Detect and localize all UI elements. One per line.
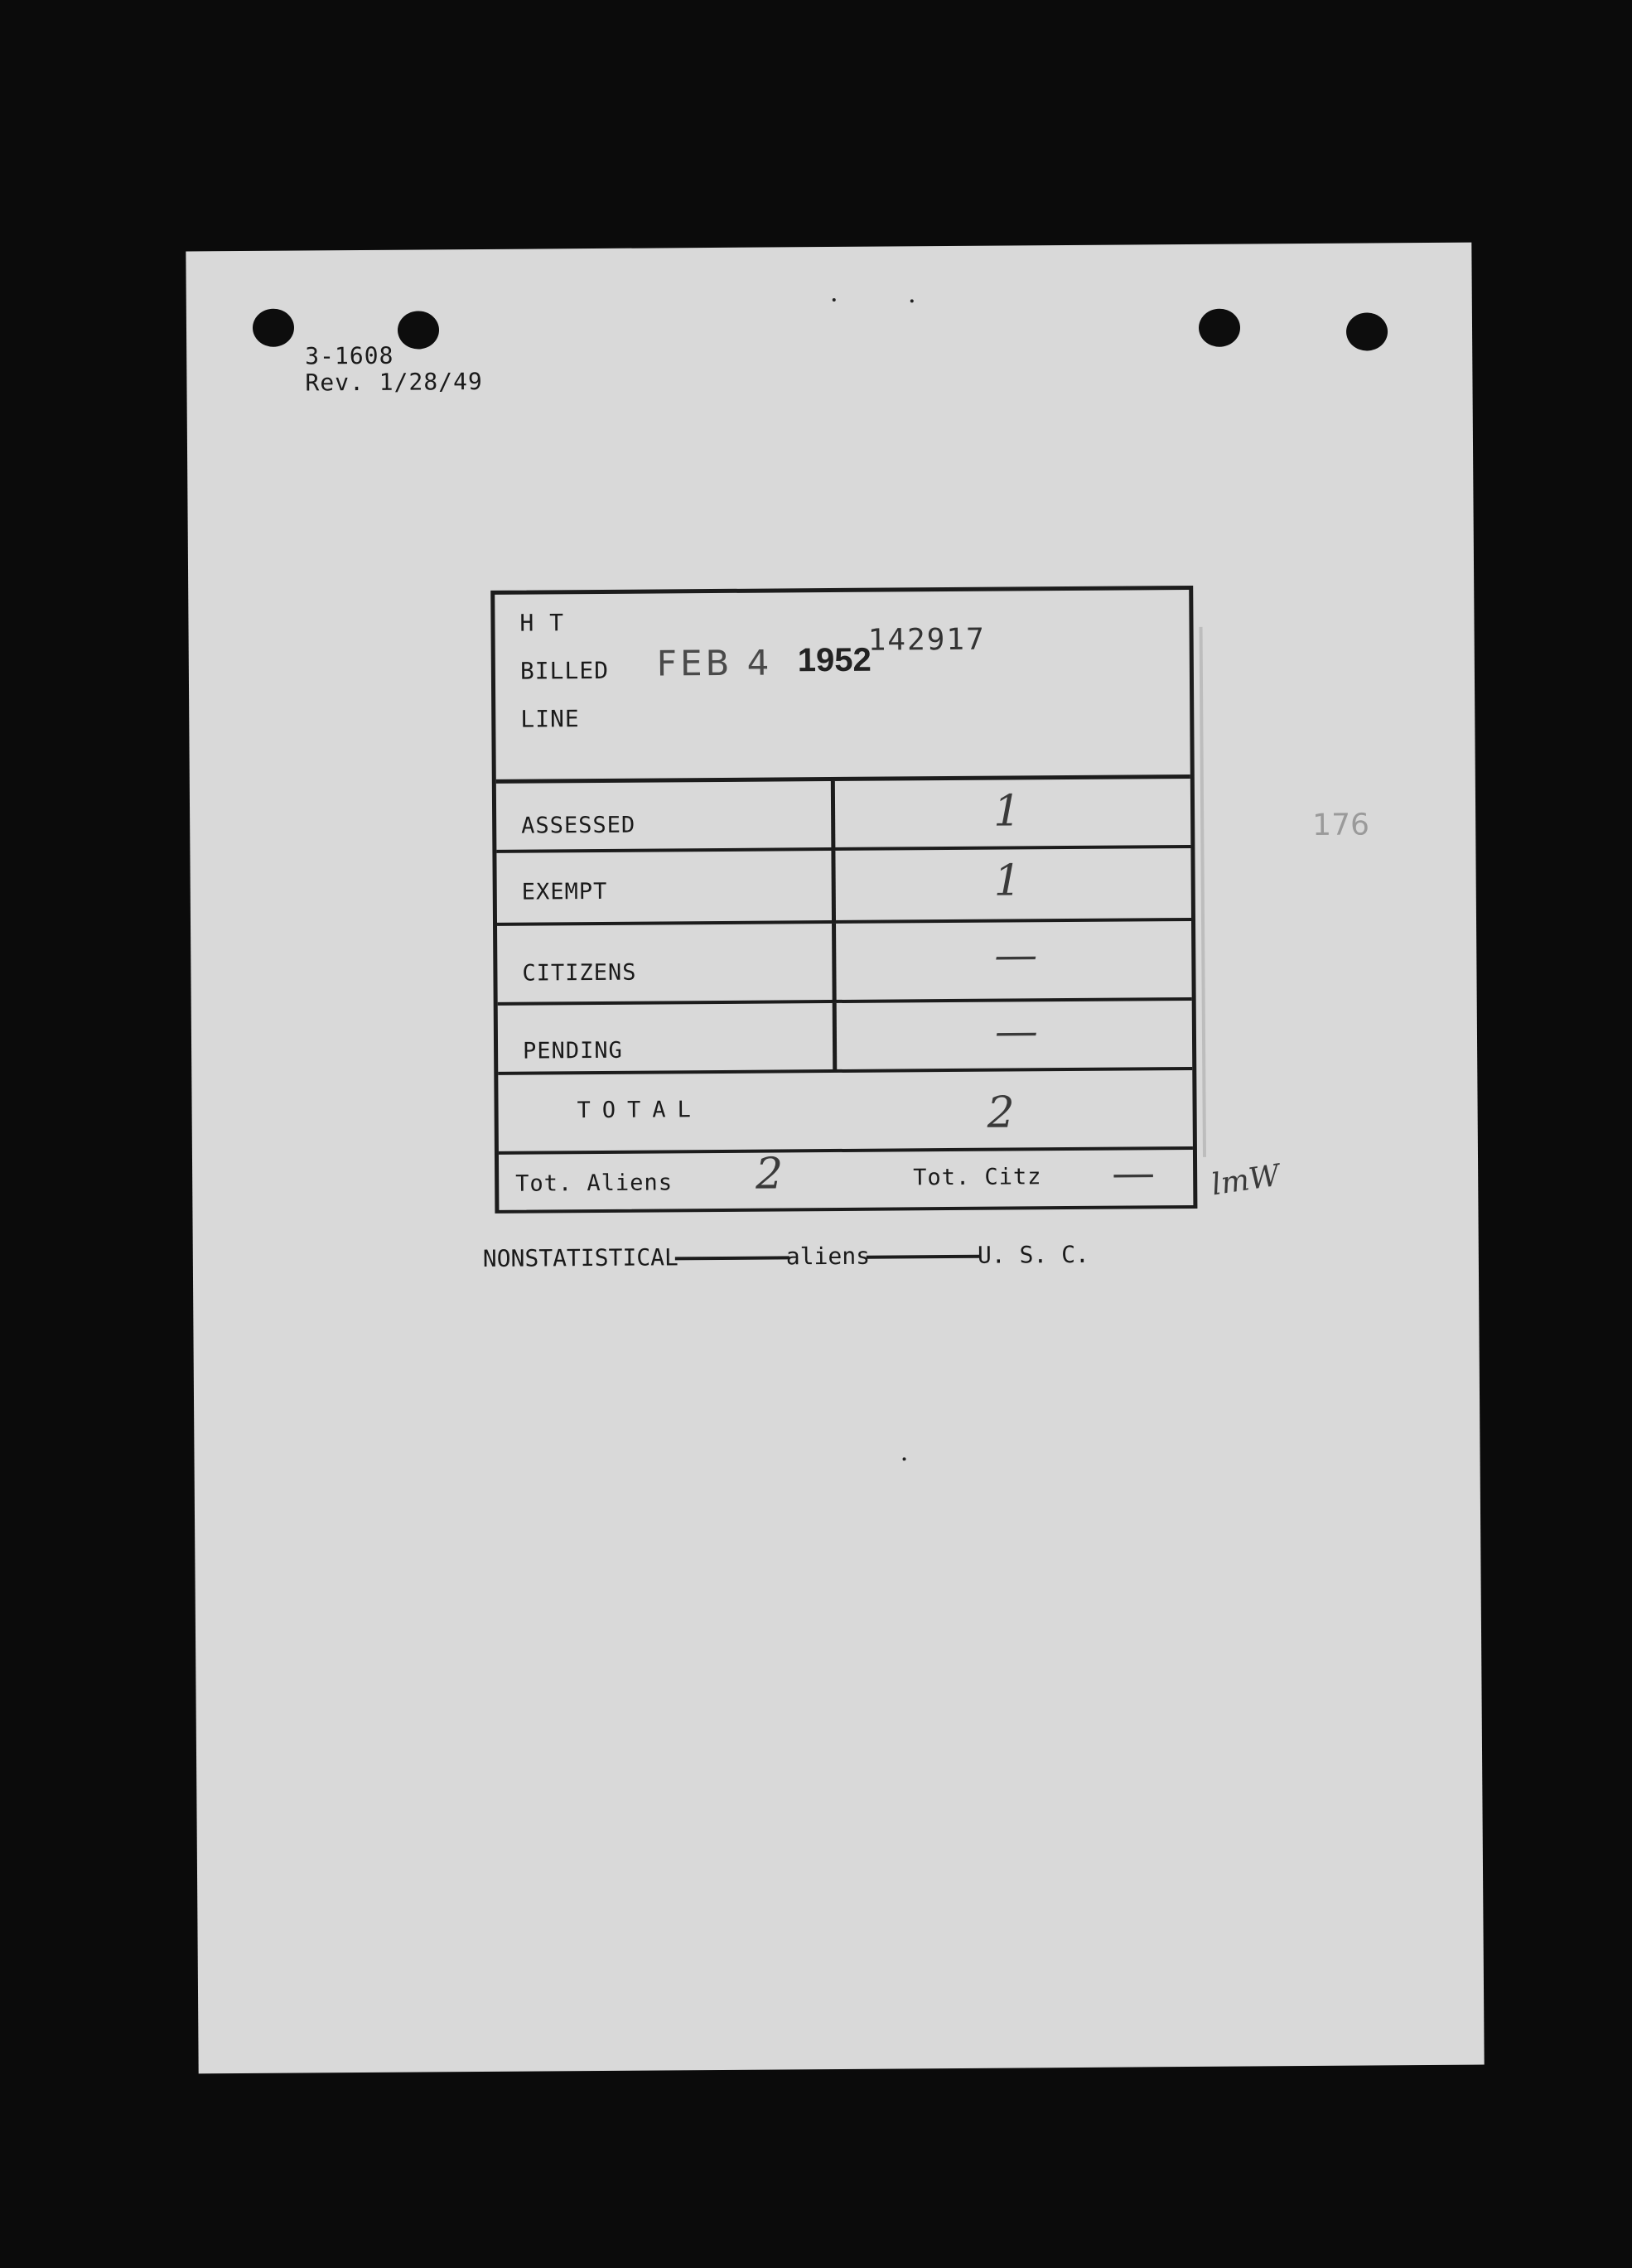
row-exempt — [496, 848, 1191, 926]
column-divider — [831, 781, 836, 847]
date-stamp: FEB 4 — [656, 642, 773, 684]
year-stamp: 1952 — [797, 641, 872, 679]
nonstatistical-label: NONSTATISTICAL — [482, 1243, 678, 1272]
blank-line — [675, 1256, 789, 1260]
form-revision: Rev. 1/28/49 — [305, 367, 483, 397]
row-pending — [498, 1001, 1193, 1075]
row-label: PENDING — [522, 1037, 623, 1064]
aliens-label: aliens — [785, 1242, 871, 1271]
row-value: — — [994, 1006, 1039, 1057]
total-value: 2 — [987, 1088, 1015, 1138]
column-divider — [831, 851, 836, 920]
header-ht: H T — [519, 609, 565, 637]
row-citizens — [497, 921, 1192, 1006]
total-citizens-label: Tot. Citz — [913, 1164, 1042, 1191]
document-page — [186, 243, 1484, 2074]
speck — [903, 1457, 906, 1460]
header-billed: BILLED — [519, 656, 610, 685]
faint-line — [1200, 627, 1206, 1157]
total-label: TOTAL — [577, 1097, 703, 1124]
form-id: 3-1608 — [305, 341, 394, 370]
totals-line — [499, 1130, 1194, 1211]
handwritten-initials: lmW — [1209, 1158, 1282, 1203]
header-line: LINE — [520, 705, 580, 733]
punch-hole — [1346, 312, 1388, 350]
punch-hole — [1199, 309, 1240, 347]
total-aliens-label: Tot. Aliens — [515, 1170, 674, 1197]
serial-number-stamp: 142917 — [867, 622, 986, 658]
row-assessed — [496, 779, 1191, 853]
total-aliens-value: 2 — [755, 1149, 784, 1199]
column-divider — [832, 924, 837, 1000]
blank-line — [867, 1255, 981, 1259]
row-label: EXEMPT — [521, 878, 608, 905]
usc-label: U. S. C. — [977, 1240, 1089, 1269]
row-value: 1 — [992, 786, 1021, 837]
row-label: ASSESSED — [521, 812, 636, 839]
punch-hole — [253, 309, 294, 347]
row-value: 1 — [993, 856, 1021, 906]
side-number: 176 — [1312, 808, 1370, 842]
column-divider — [833, 1003, 838, 1069]
row-label: CITIZENS — [522, 959, 637, 987]
nonstatistical-line — [483, 1241, 1089, 1272]
form-number — [305, 342, 483, 396]
speck — [910, 299, 914, 302]
speck — [833, 298, 836, 302]
form-header — [495, 590, 1190, 784]
tally-form — [490, 586, 1197, 1214]
row-value: — — [994, 930, 1038, 981]
total-citizens-value: — — [1111, 1148, 1156, 1199]
